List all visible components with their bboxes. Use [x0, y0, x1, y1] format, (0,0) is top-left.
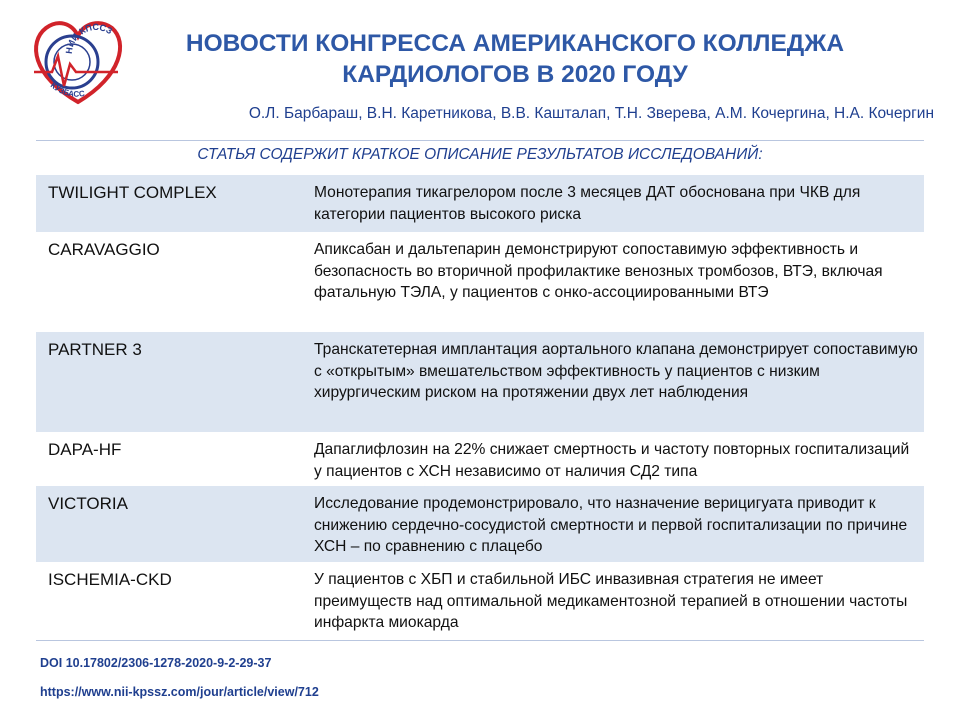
authors: О.Л. Барбараш, В.Н. Каретникова, В.В. Кашталап, Т.Н. Зверева, А.М. Кочергина, Н.А. Кочергин [248, 105, 934, 122]
svg-text:КУЗБАСС [49, 81, 86, 99]
study-description: У пациентов с ХБП и стабильной ИБС инвазивная стратегия не имеет преимуществ над оптимальной медикаментозной терапией в отношении частоты инфаркта миокарда [314, 571, 908, 631]
title-line-1: НОВОСТИ КОНГРЕССА АМЕРИКАНСКОГО КОЛЛЕДЖА [185, 30, 845, 57]
table-row [36, 432, 924, 486]
header-divider [36, 140, 924, 141]
table-row [36, 562, 924, 638]
nii-kpssz-logo [22, 12, 130, 112]
nii-kpssz-heart-logo-icon [22, 12, 130, 112]
study-name: ISCHEMIA-CKD [48, 570, 172, 589]
study-description: Апиксабан и дальтепарин демонстрируют сопоставимую эффективность и безопасность во вторичной профилактике венозных тромбозов, ВТЭ, включая фатальную ТЭЛА, у пациентов с онко-ассоциированными ВТЭ [314, 241, 883, 301]
table-row [36, 232, 924, 332]
title-line-2: КАРДИОЛОГОВ В 2020 ГОДУ [342, 61, 688, 88]
article-link[interactable]: https://www.nii-kpssz.com/jour/article/view/712 [40, 685, 319, 699]
study-name: VICTORIA [36, 486, 296, 562]
study-name: PARTNER 3 [36, 332, 296, 432]
footer-divider [36, 640, 924, 641]
study-description: Монотерапия тикагрелором после 3 месяцев ДАТ обоснована при ЧКВ для категории пациентов высокого риска [296, 175, 924, 232]
table-row [36, 332, 924, 432]
doi-reference: DOI 10.17802/2306-1278-2020-9-2-29-37 [40, 656, 272, 670]
table-caption: СТАТЬЯ СОДЕРЖИТ КРАТКОЕ ОПИСАНИЕ РЕЗУЛЬТАТОВ ИССЛЕДОВАНИЙ: [197, 146, 763, 163]
study-description: Дапаглифлозин на 22% снижает смертность и частоту повторных госпитализаций у пациентов с ХСН независимо от наличия СД2 типа [314, 441, 910, 480]
table-row [36, 486, 924, 562]
studies-table [36, 175, 924, 638]
study-name: CARAVAGGIO [48, 240, 160, 259]
page-title [130, 28, 900, 90]
study-name: DAPA-HF [48, 440, 122, 459]
table-row [36, 175, 924, 232]
study-description: Исследование продемонстрировало, что назначениe верицигуата приводит к снижению сердечно-сосудистой смертности и первой госпитализации по причине ХСН – по сравнению с плацебо [296, 486, 924, 562]
study-name: TWILIGHT COMPLEX [36, 175, 296, 232]
logo-text-bottom: КУЗБАСС [48, 80, 86, 99]
study-description: Транскатетерная имплантация аортального клапана демонстрирует сопоставимую с «открытым» вмешательством эффективность у пациентов с низким хирургическим риском на протяжении двух лет наблюдения [296, 332, 924, 432]
logo-text-top: НИИ КПССЗ [63, 21, 115, 55]
